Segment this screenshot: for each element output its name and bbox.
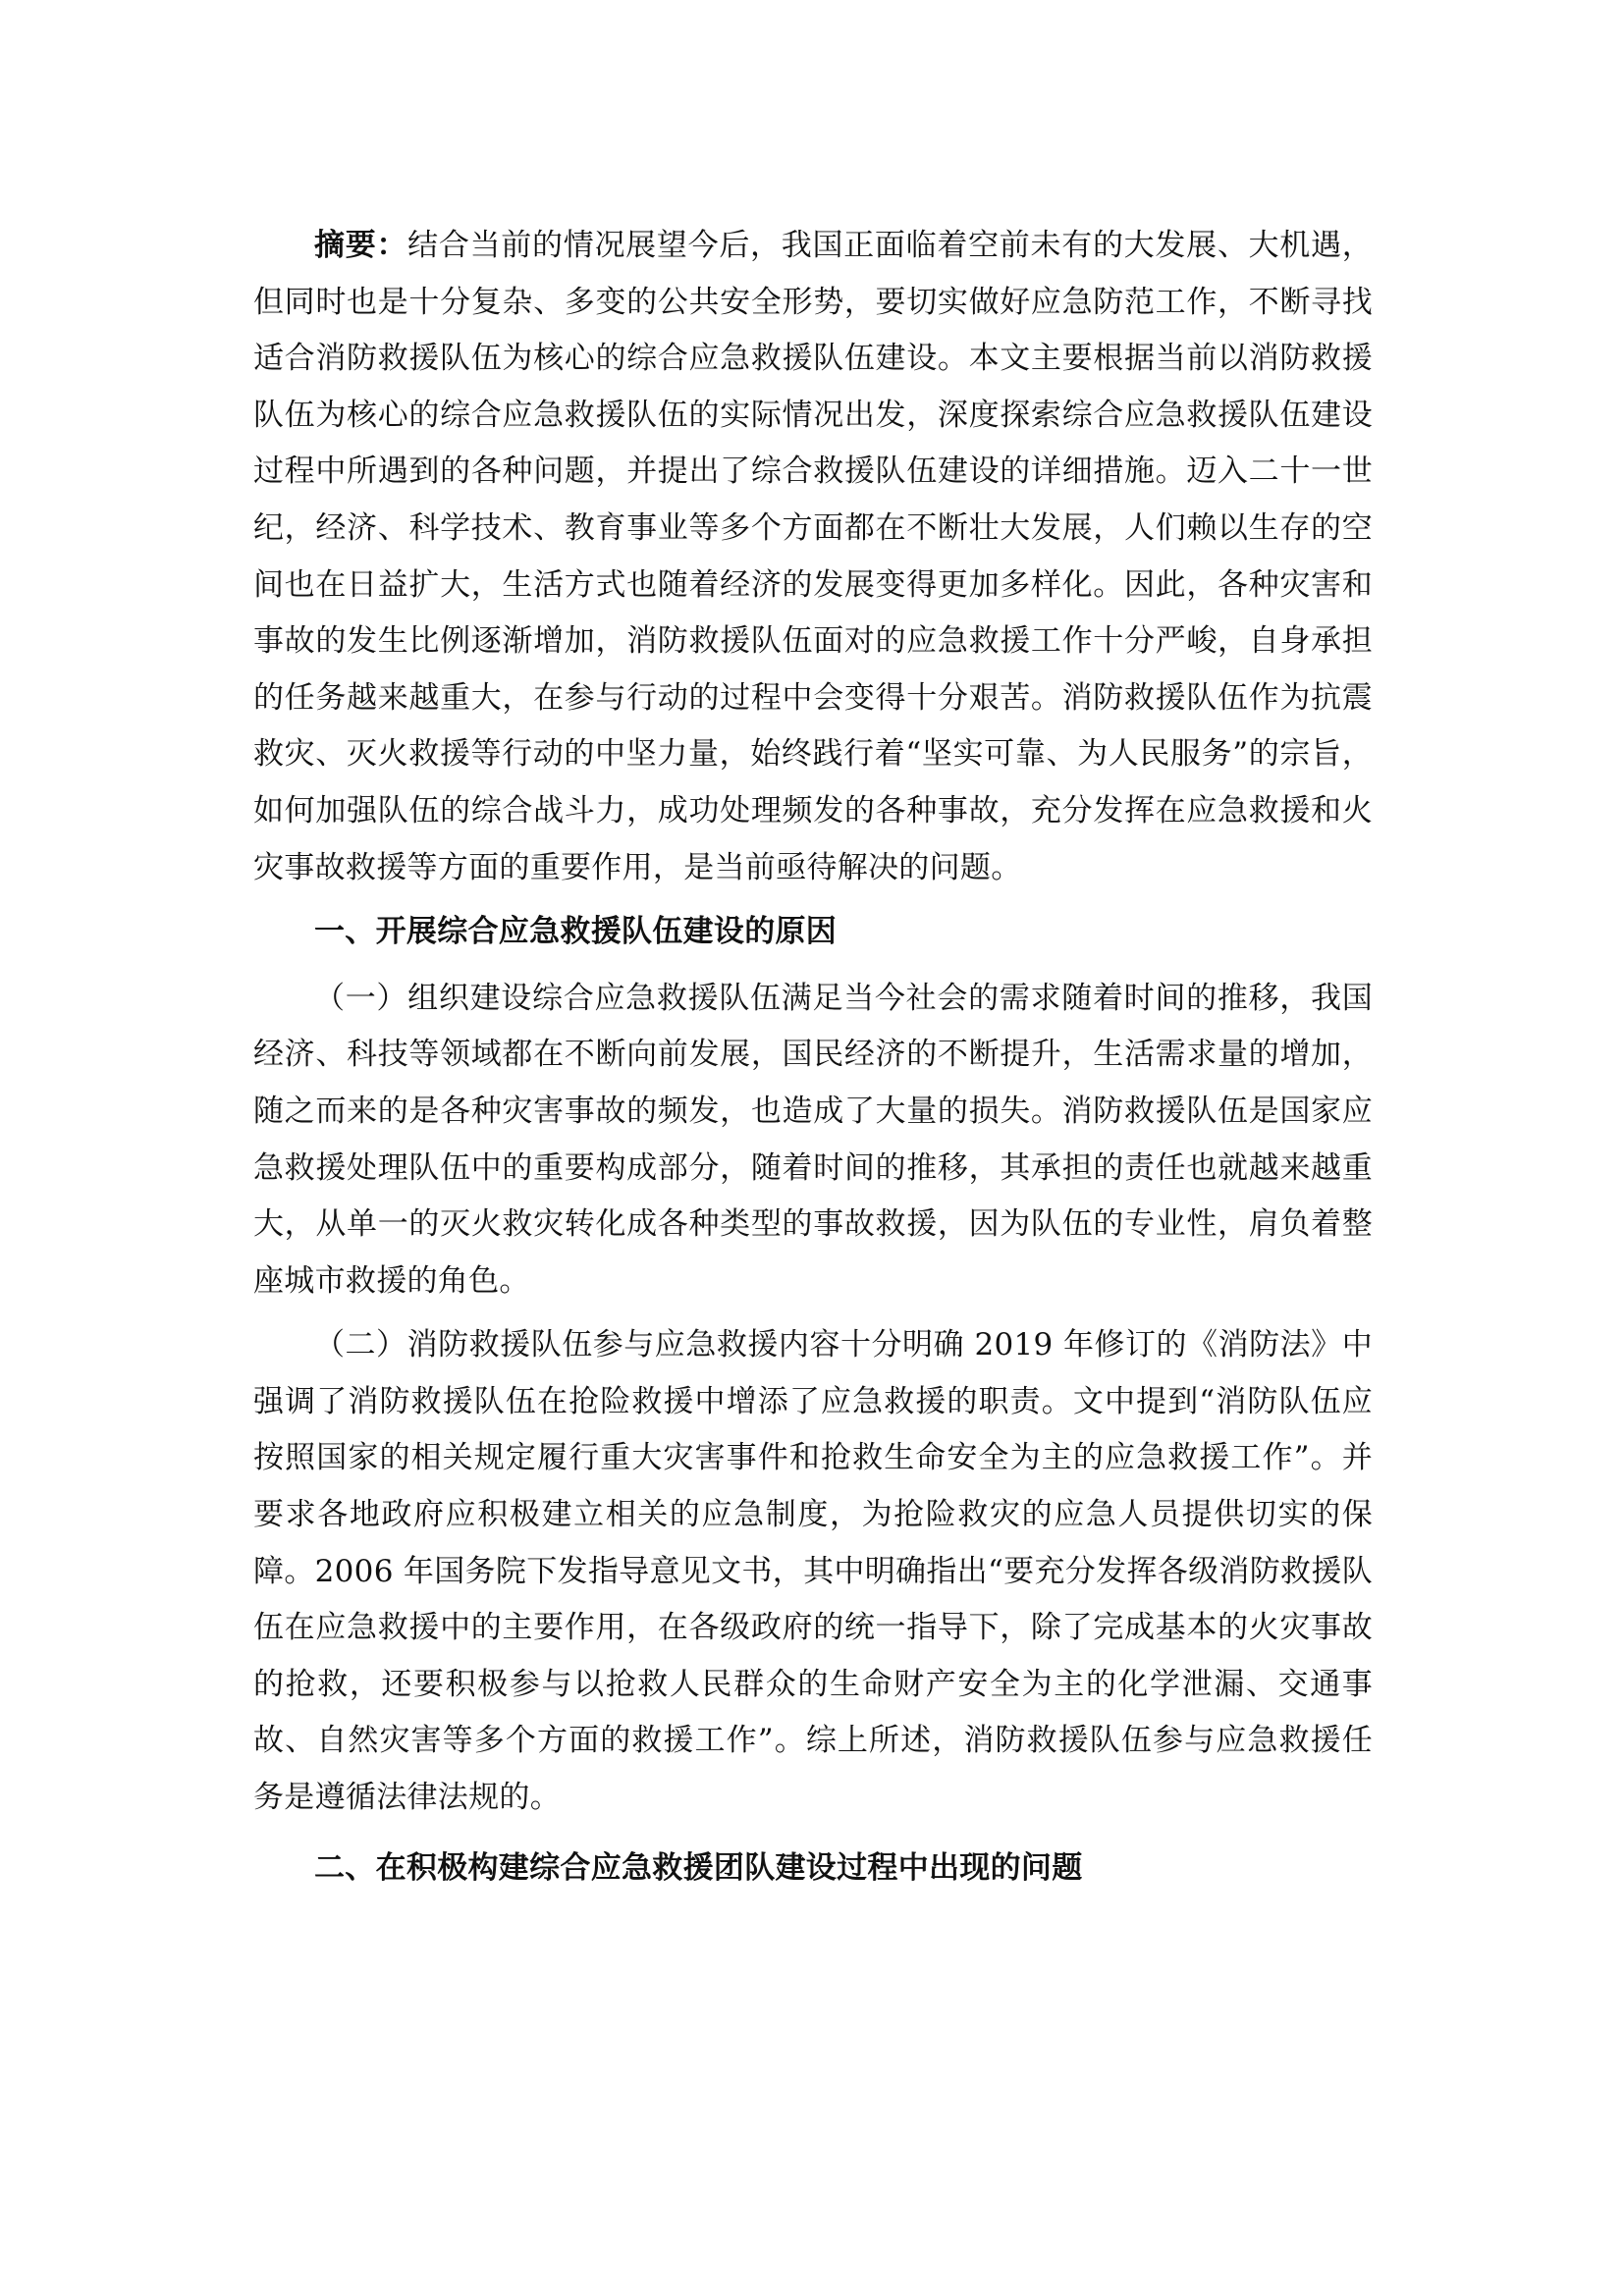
section-1-heading: 一、开展综合应急救援队伍建设的原因 xyxy=(314,914,838,950)
abstract-label: 摘要： xyxy=(314,228,408,263)
section-1-paragraph-2: （二）消防救援队伍参与应急救援内容十分明确 2019 年修订的《消防法》中强调了消防救援队伍在抢险救援中增添了应急救援的职责。文中提到“消防队伍应按照国家的相关规定履行重大灾害事件和抢救生命安全为主的应急救援工作”。并要求各地政府应积极建立相关的应急制度，为抢险救灾的应急人员提供切实的保障。2006 年国务院下发指导意见文书，其中明确指出“要充分发挥各级消防救援队伍在应急救援中的主要作用，在各级政府的统一指导下，除了完成基本的火灾事故的抢救，还要积极参与以抢救人民群众的生命财产安全为主的化学泄漏、交通事故、自然灾害等多个方面的救援工作”。综上所述，消防救援队伍参与应急救援任务是遵循法律法规的。 xyxy=(253,1327,1373,1816)
abstract-paragraph xyxy=(253,218,1373,896)
document-page xyxy=(253,218,1373,1896)
section-1-paragraph-1: （一）组织建设综合应急救援队伍满足当今社会的需求随着时间的推移，我国经济、科技等领域都在不断向前发展，国民经济的不断提升，生活需求量的增加，随之而来的是各种灾害事故的频发，也造成了大量的损失。消防救援队伍是国家应急救援处理队伍中的重要构成部分，随着时间的推移，其承担的责任也就越来越重大，从单一的灭火救灾转化成各种类型的事故救援，因为队伍的专业性，肩负着整座城市救援的角色。 xyxy=(253,980,1373,1299)
section-2-heading: 二、在积极构建综合应急救援团队建设过程中出现的问题 xyxy=(314,1849,1083,1886)
abstract-text: 结合当前的情况展望今后，我国正面临着空前未有的大发展、大机遇，但同时也是十分复杂、多变的公共安全形势，要切实做好应急防范工作，不断寻找适合消防救援队伍为核心的综合应急救援队伍建设。本文主要根据当前以消防救援队伍为核心的综合应急救援队伍的实际情况出发，深度探索综合应急救援队伍建设过程中所遇到的各种问题，并提出了综合救援队伍建设的详细措施。迈入二十一世纪，经济、科学技术、教育事业等多个方面都在不断壮大发展，人们赖以生存的空间也在日益扩大，生活方式也随着经济的发展变得更加多样化。因此，各种灾害和事故的发生比例逐渐增加，消防救援队伍面对的应急救援工作十分严峻，自身承担的任务越来越重大，在参与行动的过程中会变得十分艰苦。消防救援队伍作为抗震救灾、灭火救援等行动的中坚力量，始终践行着“坚实可靠、为人民服务”的宗旨，如何加强队伍的综合战斗力，成功处理频发的各种事故，充分发挥在应急救援和火灾事故救援等方面的重要作用，是当前亟待解决的问题。 xyxy=(253,228,1373,885)
